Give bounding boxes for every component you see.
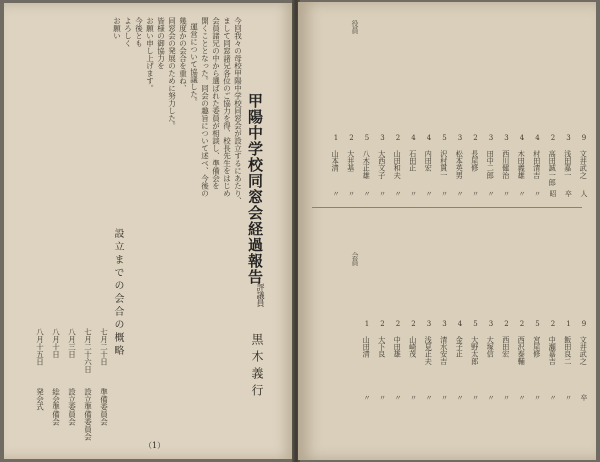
upper-section-header: 役員 — [351, 20, 359, 34]
member-name: 文井武之 — [579, 336, 589, 365]
member-number: 3 — [440, 320, 449, 328]
body-line: 開くこととなった。同会の趣旨について述べ、今後の — [200, 17, 210, 197]
member-note: 〃 — [533, 394, 542, 401]
member-number: 2 — [549, 134, 557, 142]
member-number: 3 — [378, 134, 387, 142]
section-heading: 設立までの会合の概略 — [112, 228, 123, 358]
member-note: 〃 — [363, 190, 371, 197]
member-number: 1 — [363, 320, 371, 328]
member-note: 人 — [580, 190, 588, 197]
member-name: 飯田良二 — [563, 336, 573, 365]
member-number: 3 — [487, 134, 495, 142]
member-name: 木田義雄 — [517, 150, 527, 179]
body-line: 今後とも — [134, 17, 144, 47]
member-name: 松本英男 — [455, 150, 465, 179]
member-number: 2 — [394, 320, 402, 328]
member-name: 大下良 — [377, 336, 387, 358]
member-number: 3 — [502, 134, 511, 142]
member-name: 清水安吉 — [439, 336, 449, 365]
body-line: よろしく — [123, 17, 133, 47]
body-line: 同窓会の発展のために努力した。 — [167, 17, 177, 130]
member-note: 〃 — [518, 394, 526, 401]
author-name: 黒木義行 — [250, 333, 264, 401]
member-note: 卒 — [580, 394, 588, 401]
date-entry-date: 八月十五日 — [35, 328, 45, 366]
date-entry-text: 発会式 — [35, 388, 45, 411]
member-note: 〃 — [378, 394, 387, 401]
member-name: 村田清吉 — [532, 150, 542, 179]
member-note: 〃 — [409, 190, 418, 197]
article-title: 甲陽中学校同窓会経過報告 — [246, 93, 264, 285]
member-number: 2 — [471, 134, 480, 142]
body-line: まして同窓諸兄各位のご協力を得、校長先生をはじめ — [222, 17, 232, 197]
member-number: 3 — [487, 320, 495, 328]
member-number: 1 — [564, 320, 573, 328]
body-line: 今回我々の母校甲陽中学校同窓会が設立するにあたり、 — [233, 17, 243, 205]
right-page — [298, 2, 596, 460]
date-entry-text: 準備委員会 — [99, 388, 109, 426]
member-note: 〃 — [440, 190, 449, 197]
member-number: 5 — [440, 134, 449, 142]
member-name: 内田宏 — [424, 150, 434, 172]
member-name: 大井基 — [346, 150, 356, 172]
member-note: 〃 — [440, 394, 449, 401]
member-name: 文井武之 — [579, 150, 589, 179]
member-name: 浅見正夫 — [424, 336, 434, 365]
member-name: 長尾修 — [470, 150, 480, 172]
section-divider — [312, 207, 582, 208]
member-name: 西沢泰輔 — [517, 336, 527, 365]
member-note: 〃 — [456, 190, 464, 197]
member-note: 〃 — [363, 394, 371, 401]
member-note: 〃 — [487, 394, 495, 401]
member-name: 沢村貫一 — [439, 150, 449, 179]
member-name: 浅田嘉一 — [563, 150, 573, 179]
member-name: 西川健治 — [501, 150, 511, 179]
member-note: 〃 — [471, 394, 480, 401]
member-note: 〃 — [518, 190, 526, 197]
body-line: 皆様の御協力を — [156, 17, 166, 70]
body-line: 運営について協議した。 — [189, 23, 199, 106]
member-note: 昭 — [549, 190, 557, 197]
left-page — [4, 3, 294, 459]
body-line: お願い申し上げます。 — [145, 17, 155, 92]
member-name: 田中二郎 — [486, 150, 496, 179]
body-line: お願い — [112, 17, 122, 40]
member-name: 山崎茂 — [408, 336, 418, 358]
member-number: 4 — [456, 320, 464, 328]
author-affiliation: 評議員 — [256, 283, 265, 307]
member-note: 〃 — [394, 394, 402, 401]
member-number: 2 — [409, 320, 418, 328]
member-number: 3 — [564, 134, 573, 142]
date-entry-date: 七月二十日 — [99, 328, 109, 366]
member-name: 金子正 — [455, 336, 465, 358]
member-number: 1 — [332, 134, 340, 142]
page-number: （1） — [144, 441, 166, 450]
member-number: 4 — [409, 134, 418, 142]
member-note: 〃 — [502, 190, 511, 197]
member-number: 2 — [347, 134, 356, 142]
member-note: 〃 — [487, 190, 495, 197]
member-number: 5 — [363, 134, 371, 142]
member-note: 〃 — [549, 394, 557, 401]
member-note: 〃 — [332, 190, 340, 197]
member-note: 〃 — [394, 190, 402, 197]
member-number: 5 — [533, 320, 542, 328]
member-number: 2 — [394, 134, 402, 142]
member-note: 〃 — [409, 394, 418, 401]
member-number: 5 — [471, 320, 480, 328]
member-name: 八木正雄 — [362, 150, 372, 179]
member-note: 卒 — [564, 190, 573, 197]
member-name: 西田宏 — [501, 336, 511, 358]
member-number: 4 — [533, 134, 542, 142]
member-name: 石田正 — [408, 150, 418, 172]
body-line: 会員諸兄の中から選ばれた委員が相談し、準備会を — [211, 17, 221, 190]
date-entry-date: 八月十日 — [51, 328, 61, 358]
member-note: 〃 — [425, 190, 433, 197]
date-entry-text: 総会準備会 — [51, 388, 61, 426]
date-entry-date: 七月二十六日 — [83, 328, 93, 373]
member-number: 4 — [425, 134, 433, 142]
member-name: 中田雄 — [393, 336, 403, 358]
member-name: 中瀬嘉吉 — [548, 336, 558, 365]
member-number: 3 — [456, 134, 464, 142]
member-name: 大塚信 — [486, 336, 496, 358]
body-line: 幾度かの会合を重ね、 — [178, 17, 188, 92]
member-note: 〃 — [533, 190, 542, 197]
member-number: 2 — [518, 320, 526, 328]
member-note: 〃 — [425, 394, 433, 401]
member-number: 9 — [580, 134, 588, 142]
member-name: 大野太郎 — [470, 336, 480, 365]
member-name: 宮尾修 — [532, 336, 542, 358]
member-number: 4 — [518, 134, 526, 142]
member-name: 山田和夫 — [393, 150, 403, 179]
member-note: 〃 — [347, 190, 356, 197]
lower-section-header: 会員 — [351, 252, 359, 266]
member-note: 〃 — [502, 394, 511, 401]
date-entry-date: 八月三日 — [67, 328, 77, 358]
member-note: 〃 — [564, 394, 573, 401]
member-number: 2 — [502, 320, 511, 328]
member-name: 山本清 — [331, 150, 341, 172]
member-name: 大西文子 — [377, 150, 387, 179]
date-entry-text: 設立委員会 — [67, 388, 77, 426]
member-note: 〃 — [378, 190, 387, 197]
member-number: 2 — [549, 320, 557, 328]
member-name: 山田清 — [362, 336, 372, 358]
member-number: 3 — [425, 320, 433, 328]
member-number: 9 — [580, 320, 588, 328]
member-name: 高田誠一郎 — [548, 150, 558, 186]
member-note: 〃 — [471, 190, 480, 197]
member-note: 〃 — [456, 394, 464, 401]
member-number: 2 — [378, 320, 387, 328]
date-entry-text: 設立準備委員会 — [83, 388, 93, 441]
